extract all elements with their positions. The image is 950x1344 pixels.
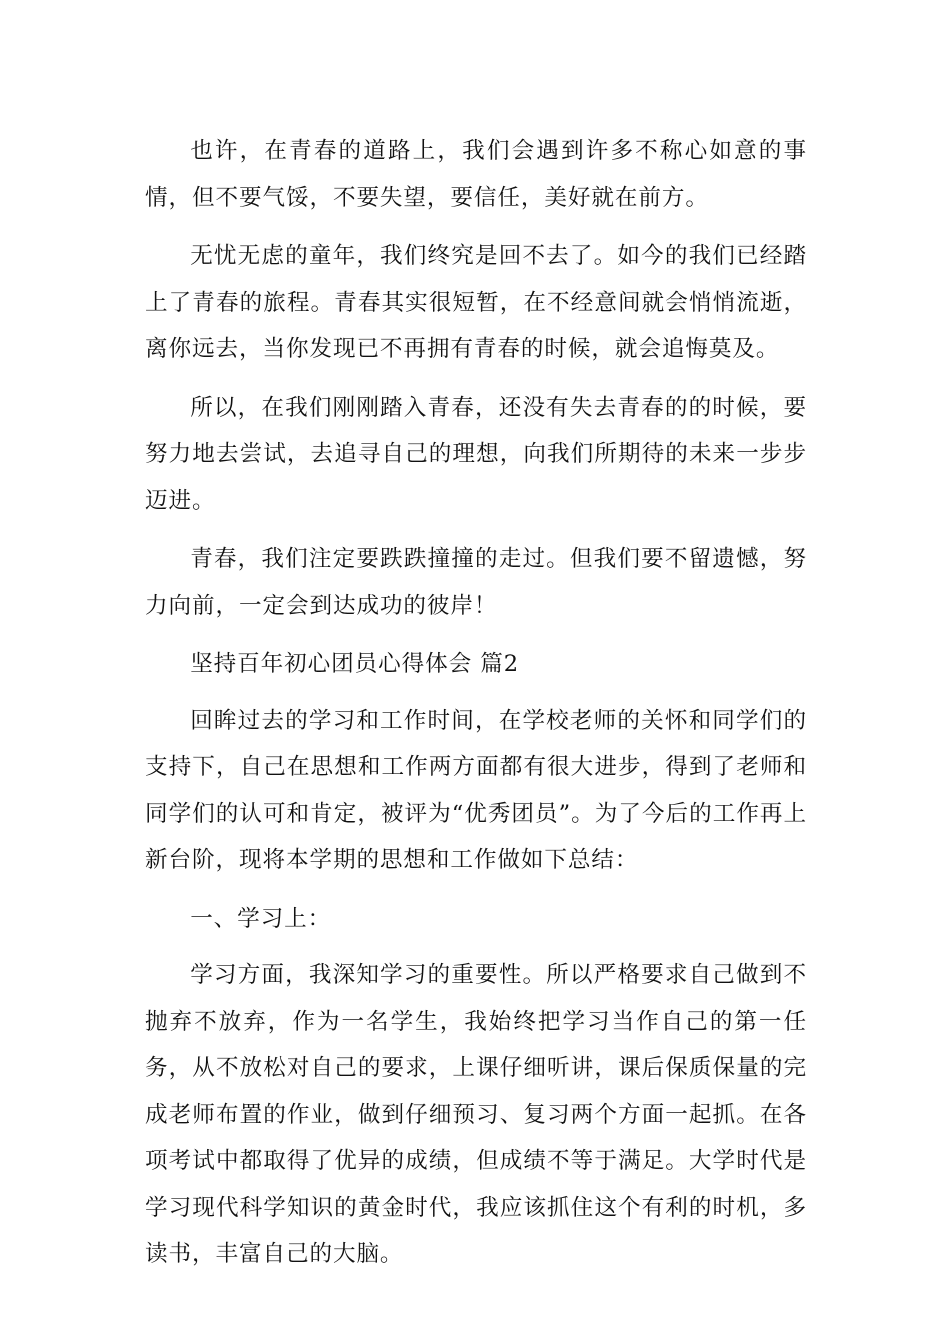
paragraph: 青春，我们注定要跌跌撞撞的走过。但我们要不留遗憾，努力向前，一定会到达成功的彼岸！ — [145, 546, 807, 619]
paragraph: 无忧无虑的童年，我们终究是回不去了。如今的我们已经踏上了青春的旅程。青春其实很短暂，在不经意间就会悄悄流逝，离你远去，当你发现已不再拥有青春的时候，就会追悔莫及。 — [145, 243, 807, 362]
subsection-heading: 一、学习上： — [190, 905, 332, 932]
document-body — [145, 128, 807, 1290]
paragraph: 所以，在我们刚刚踏入青春，还没有失去青春的的时候，要努力地去尝试，去追寻自己的理想，向我们所期待的未来一步步迈进。 — [145, 394, 807, 514]
paragraph: 学习方面，我深知学习的重要性。所以严格要求自己做到不抛弃不放弃，作为一名学生，我始终把学习当作自己的第一任务，从不放松对自己的要求，上课仔细听讲，课后保质保量的完成老师布置的作业，做到仔细预习、复习两个方面一起抓。在各项考试中都取得了优异的成绩，但成绩不等于满足。大学时代是学习现代科学知识的黄金时代，我应该抓住这个有利的时机，多读书，丰富自己的大脑。 — [145, 962, 807, 1267]
paragraph: 也许，在青春的道路上，我们会遇到许多不称心如意的事情，但不要气馁，不要失望，要信任，美好就在前方。 — [145, 138, 807, 211]
paragraph: 回眸过去的学习和工作时间，在学校老师的关怀和同学们的支持下，自己在思想和工作两方面都有很大进步，得到了老师和同学们的认可和肯定，被评为“优秀团员”。为了今后的工作再上新台阶，现将本学期的思想和工作做如下总结： — [145, 707, 807, 873]
section-heading: 坚持百年初心团员心得体会 篇2 — [190, 651, 519, 677]
